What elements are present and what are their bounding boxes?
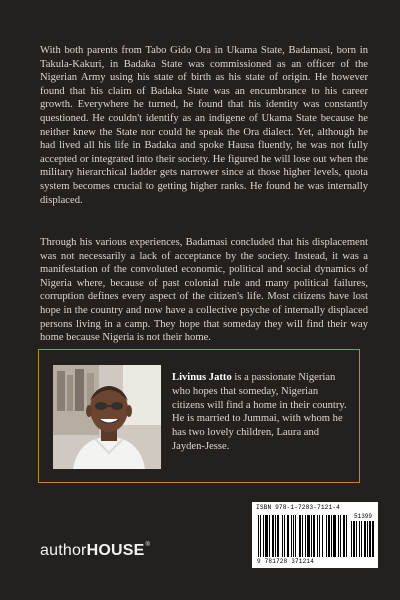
barcode-bar (328, 515, 330, 557)
barcode-bar (265, 515, 268, 557)
barcode-bar (269, 515, 270, 557)
barcode-bar (282, 515, 283, 557)
barcode-bar (340, 515, 341, 557)
barcode-bar (317, 515, 318, 557)
synopsis-paragraph-1: With both parents from Tabo Gido Ora in Ukama State, Badamasi, born in Takula-Kakuri, in Badaka State was commissioned as an officer of the Nigerian Army using his state of birth as his state of origin. He however found that his claim of Badaka State was an encumbrance to his career growth. Everywhere he turned, he found that his identity was constantly questioned. He couldn't identify as an indigene of Ukama State because he neither knew the State nor could he speak the Ora dialect. Yet, although he had lived all his life in Badaka and spoke Hausa fluently, he was not fully accepted or integrated into their society. He figured he will lose out when the military hierarchical ladder gets narrower since at those higher levels, quota system becomes crucial to getting higher ranks. He found he was internally displaced. (40, 45, 368, 206)
author-bio-text: is a passionate Nigerian who hopes that someday, Nigerian citizens will find a home in their country. He is married to Jummai, with whom he has two lovely children, Laura and Jayden-Jesse. (172, 372, 347, 452)
barcode-bar (277, 515, 279, 557)
barcode-bar (258, 515, 259, 557)
barcode-bar (272, 515, 274, 557)
logo-author: author (40, 542, 87, 559)
barcode-bar (307, 515, 310, 557)
barcode-bar (333, 515, 336, 557)
barcode-digits: 9 781728 371214 (257, 558, 315, 565)
isbn-label: ISBN 978-1-7283-7121-4 (256, 504, 340, 511)
barcode-bar (260, 515, 261, 557)
barcode-bar (275, 515, 276, 557)
barcode-bar (322, 515, 323, 557)
barcode-bar (372, 521, 374, 557)
barcode-bar (338, 515, 339, 557)
barcode-bar (369, 521, 371, 557)
barcode-bar (295, 515, 296, 557)
barcode-bar (291, 515, 292, 557)
barcode-bar (331, 515, 332, 557)
logo-house: HOUSE (86, 542, 145, 559)
ean-barcode-bars (258, 515, 348, 557)
supplement-barcode-bars (351, 521, 375, 557)
barcode-bar (311, 515, 312, 557)
barcode-bar (367, 521, 368, 557)
barcode-bar (364, 521, 366, 557)
synopsis-paragraph-2: Through his various experiences, Badamasi concluded that his displacement was not necessarily a lack of acceptance by the society. Instead, it was a manifestation of the convoluted economic, political and social dynamics of Nigeria where, because of past colonial rule and many political failures, corruption defines every aspect of the citizen's life. Most citizens have lost hope in the country and now have a collective psyche of internally displaced persons living in a camp. They hope that someday they will find their way home because Nigeria is not their home. (40, 237, 368, 344)
barcode-bar (326, 515, 327, 557)
barcode-bar (346, 515, 347, 557)
author-info-box (38, 349, 360, 483)
barcode-bar (343, 515, 345, 557)
registered-mark: ® (145, 542, 151, 548)
barcode-bar (353, 521, 355, 557)
publisher-logo (40, 542, 150, 560)
barcode-bar (356, 521, 357, 557)
barcode-bar (284, 515, 285, 557)
barcode-bar (287, 515, 289, 557)
barcode-bar (263, 515, 264, 557)
author-bio (172, 371, 348, 454)
barcode-bar (319, 515, 320, 557)
barcode-bar (361, 521, 362, 557)
barcode-bar (305, 515, 306, 557)
author-photo (53, 365, 161, 469)
barcode-bar (351, 521, 352, 557)
barcode-bar (299, 515, 301, 557)
barcode-bar (359, 521, 360, 557)
barcode-bar (313, 515, 315, 557)
author-portrait-image (53, 365, 161, 469)
price-code: 51399 (354, 513, 373, 520)
author-name: Livinus Jatto (172, 372, 232, 383)
isbn-barcode (252, 502, 378, 568)
barcode-bar (293, 515, 294, 557)
barcode-bar (302, 515, 303, 557)
